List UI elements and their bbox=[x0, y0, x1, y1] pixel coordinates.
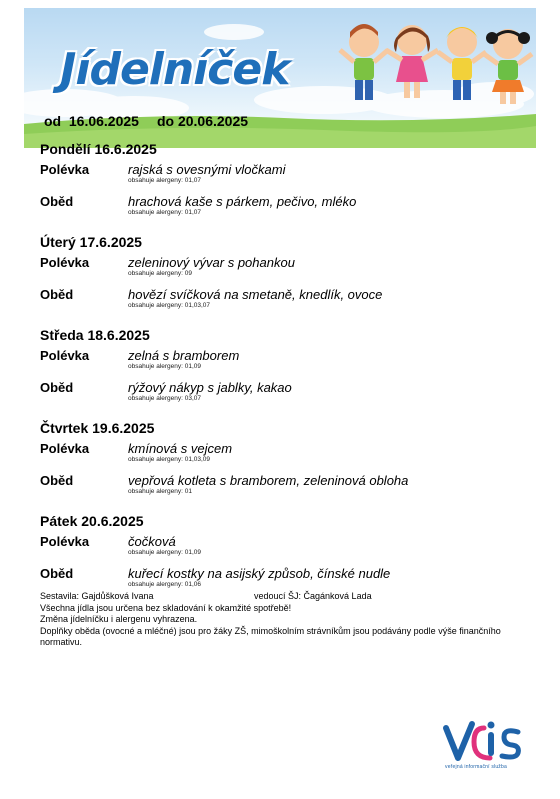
allergen-info: obsahuje alergeny: 01,03,09 bbox=[128, 456, 211, 463]
note-changes: Změna jídelníčku i alergenu vyhrazena. bbox=[40, 614, 198, 624]
meal-type: Polévka bbox=[40, 441, 90, 456]
children-illustration bbox=[324, 14, 534, 114]
dish-name: rajská s ovesnými vločkami bbox=[128, 162, 286, 177]
date-range bbox=[44, 113, 248, 129]
day-section bbox=[40, 512, 510, 598]
allergen-info: obsahuje alergeny: 01,09 bbox=[128, 363, 202, 370]
day-section bbox=[40, 419, 510, 505]
dish-name: zelná s bramborem bbox=[128, 348, 240, 363]
meal-type: Oběd bbox=[40, 380, 74, 395]
allergen-info: obsahuje alergeny: 01,07 bbox=[128, 209, 202, 216]
author-credit: Sestavila: Gajdůšková Ivana bbox=[40, 591, 154, 601]
allergen-info: obsahuje alergeny: 09 bbox=[128, 270, 192, 277]
meal-row bbox=[40, 162, 510, 194]
day-title: Úterý 17.6.2025 bbox=[40, 234, 142, 250]
head-credit: vedoucí ŠJ: Čagánková Lada bbox=[254, 591, 372, 601]
vis-logo bbox=[440, 718, 530, 764]
meal-type: Oběd bbox=[40, 194, 74, 209]
meal-row bbox=[40, 255, 510, 287]
allergen-info: obsahuje alergeny: 01,09 bbox=[128, 549, 202, 556]
meal-type: Oběd bbox=[40, 566, 74, 581]
meal-row bbox=[40, 287, 510, 319]
date-to: do 20.06.2025 bbox=[156, 113, 249, 129]
allergen-info: obsahuje alergeny: 03,07 bbox=[128, 395, 202, 402]
day-section bbox=[40, 326, 510, 412]
allergen-info: obsahuje alergeny: 01,07 bbox=[128, 177, 202, 184]
note-storage: Všechna jídla jsou určena bez skladování k okamžité spotřebě! bbox=[40, 602, 292, 613]
day-section bbox=[40, 140, 510, 226]
day-title: Pátek 20.6.2025 bbox=[40, 513, 144, 529]
date-from: od 16.06.2025 bbox=[44, 113, 139, 129]
meal-row bbox=[40, 534, 510, 566]
meal-type: Polévka bbox=[40, 255, 90, 270]
dish-name: kmínová s vejcem bbox=[128, 441, 233, 456]
note-supplements: Doplňky oběda (ovocné a mléčné) jsou pro žáky ZŠ, mimoškolním strávníkům jsou podávány podle výše finančního normativu. bbox=[40, 625, 501, 647]
dish-name: kuřecí kostky na asijský způsob, čínské nudle bbox=[128, 566, 391, 581]
allergen-info: obsahuje alergeny: 01,06 bbox=[128, 581, 202, 588]
dish-name: zeleninový vývar s pohankou bbox=[128, 255, 295, 270]
day-title: Středa 18.6.2025 bbox=[40, 327, 150, 343]
meal-row bbox=[40, 380, 510, 412]
meal-type: Oběd bbox=[40, 473, 74, 488]
meal-row bbox=[40, 194, 510, 226]
dish-name: hovězí svíčková na smetaně, knedlík, ovoce bbox=[128, 287, 383, 302]
allergen-info: obsahuje alergeny: 01 bbox=[128, 488, 192, 495]
meal-row bbox=[40, 441, 510, 473]
meal-row bbox=[40, 473, 510, 505]
meal-row bbox=[40, 348, 510, 380]
dish-name: vepřová kotleta s bramborem, zeleninová obloha bbox=[128, 473, 409, 488]
day-title: Pondělí 16.6.2025 bbox=[40, 141, 157, 157]
day-title: Čtvrtek 19.6.2025 bbox=[40, 420, 155, 436]
footer-notes bbox=[40, 591, 510, 649]
dish-name: rýžový nákyp s jablky, kakao bbox=[128, 380, 292, 395]
day-section bbox=[40, 233, 510, 319]
meal-type: Polévka bbox=[40, 162, 90, 177]
weekly-menu bbox=[40, 140, 510, 605]
page-title: Jídelníček bbox=[60, 44, 290, 95]
logo-caption: veřejná informační služba bbox=[445, 764, 507, 770]
meal-type: Polévka bbox=[40, 348, 90, 363]
allergen-info: obsahuje alergeny: 01,03,07 bbox=[128, 302, 211, 309]
meal-type: Oběd bbox=[40, 287, 74, 302]
meal-type: Polévka bbox=[40, 534, 90, 549]
dish-name: čočková bbox=[128, 534, 176, 549]
dish-name: hrachová kaše s párkem, pečivo, mléko bbox=[128, 194, 357, 209]
